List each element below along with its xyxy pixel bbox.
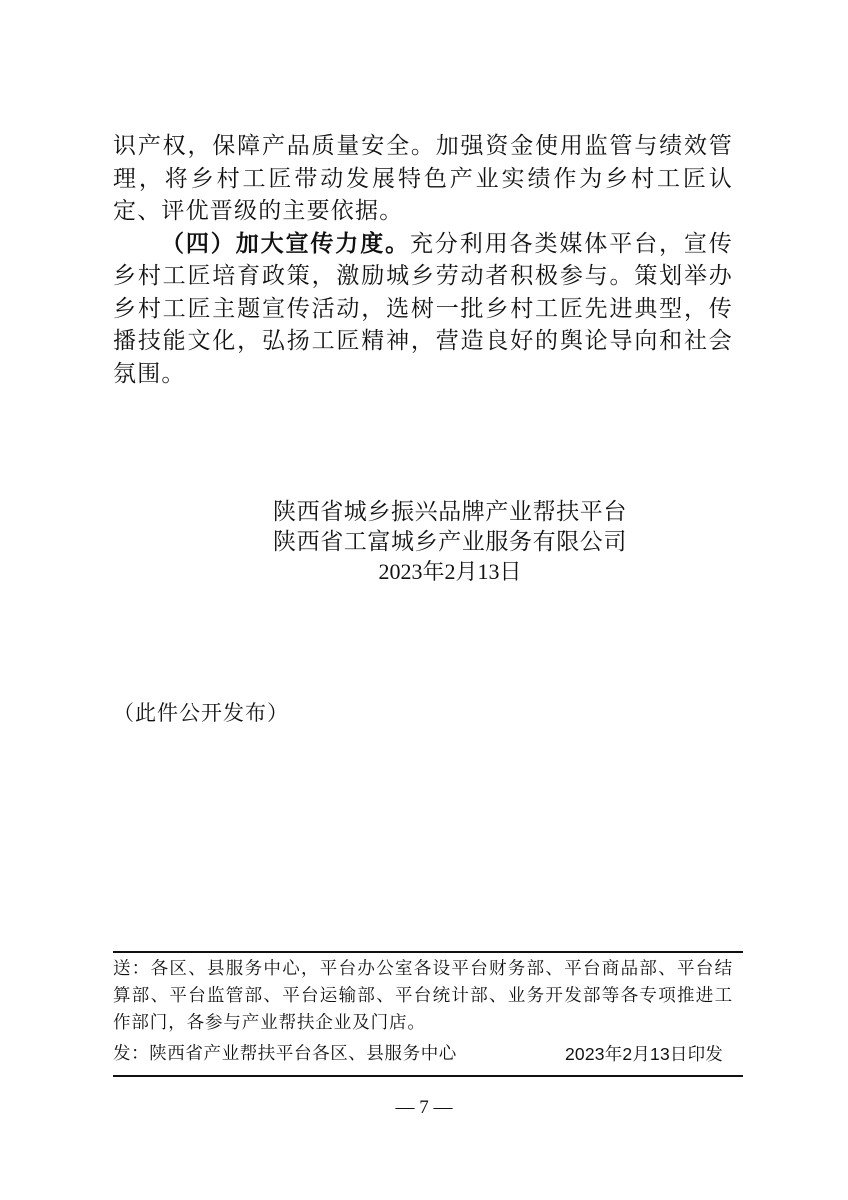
paragraph-continued: 识产权，保障产品质量安全。加强资金使用监管与绩效管理，将乡村工匠带动发展特色产业实绩作为乡村工匠认定、评优晋级的主要依据。 [113, 133, 733, 224]
signature-block [270, 497, 630, 587]
signature-org-1: 陕西省城乡振兴品牌产业帮扶平台 [273, 499, 627, 525]
section-4-heading: （四）加大宣传力度。 [161, 229, 410, 257]
section-4-text: 充分利用各类媒体平台，宣传乡村工匠培育政策，激励城乡劳动者积极参与。策划举办乡村工匠主题宣传活动，选树一批乡村工匠先进典型，传播技能文化，弘扬工匠精神，营造良好的舆论导向和社会氛围。 [113, 230, 733, 387]
signature-date: 2023年2月13日 [378, 559, 522, 584]
send-to-line: 送：各区、县服务中心，平台办公室各设平台财务部、平台商品部、平台结算部、平台监管部、平台运输部、平台统计部、业务开发部等各专项推进工作部门，各参与产业帮扶企业及门店。 [113, 959, 733, 1033]
public-release-note: （此件公开发布） [113, 701, 289, 725]
distribution-list [113, 956, 733, 1037]
issued-line [113, 1041, 723, 1068]
signature-org-2: 陕西省工富城乡产业服务有限公司 [273, 529, 627, 555]
issued-date: 2023年2月13日印发 [564, 1044, 723, 1064]
issued-by: 发：陕西省产业帮扶平台各区、县服务中心 [113, 1044, 457, 1064]
page-number: — 7 — [395, 1097, 453, 1118]
distribution-bottom-rule [113, 1075, 743, 1077]
section-4-paragraph [113, 228, 733, 391]
distribution-top-rule [113, 951, 743, 953]
body-text [113, 130, 733, 390]
